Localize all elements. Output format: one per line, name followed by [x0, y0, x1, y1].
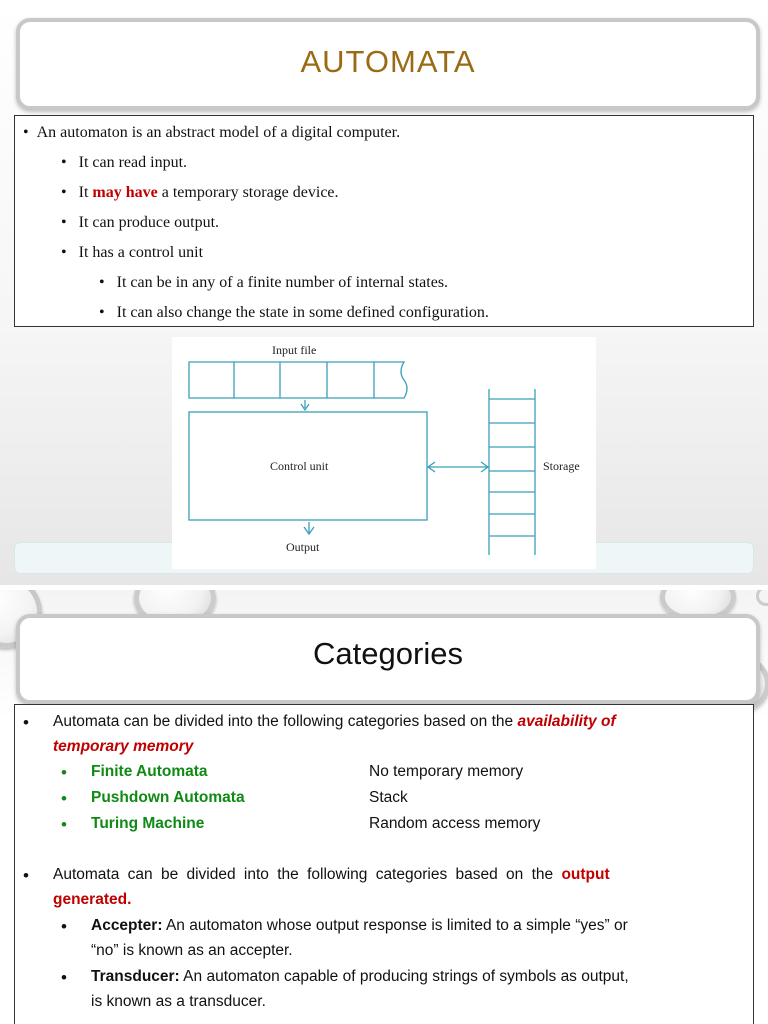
bullet-level2: • It may have a temporary storage device.: [61, 184, 339, 201]
automaton-diagram: [172, 337, 596, 569]
category-memory: No temporary memory: [369, 763, 524, 780]
term-label: Accepter:: [91, 917, 163, 934]
bullet-text: It can read input.: [78, 154, 188, 171]
down-arrow-icon: [301, 400, 309, 410]
content-box: [14, 115, 754, 327]
bullet-text: It: [78, 184, 93, 201]
bullet-level3: • It can be in any of a finite number of internal states.: [99, 274, 449, 291]
definition-line: [91, 942, 293, 960]
bullet-marker: •: [61, 815, 67, 834]
output-label: Output: [286, 540, 320, 554]
paragraph-text: Automata can be divided into the following categories based on the: [53, 713, 518, 730]
down-arrow-icon: [304, 522, 314, 534]
highlight-text: output: [561, 866, 610, 883]
paragraph-line: [53, 866, 610, 884]
bullet-marker: •: [61, 917, 67, 936]
bullet-text: It has a control unit: [78, 244, 204, 261]
definition-text: is known as a transducer.: [91, 993, 266, 1010]
bullet-marker: •: [23, 866, 29, 885]
bullet-text: It can produce output.: [78, 214, 220, 231]
definition-line: [91, 993, 266, 1011]
category-memory: Random access memory: [369, 815, 541, 832]
category-memory: Stack: [369, 789, 408, 806]
definition-text: An automaton capable of producing strings of symbols as output,: [179, 968, 629, 985]
input-file-label: Input file: [272, 343, 317, 357]
title-box: [16, 614, 760, 704]
highlight-text: temporary memory: [53, 738, 194, 755]
paragraph-line: [53, 738, 193, 756]
bullet-marker: •: [61, 789, 67, 808]
bullet-level1: • An automaton is an abstract model of a digital computer.: [23, 124, 401, 141]
highlight-text: generated.: [53, 891, 132, 908]
bullet-level2: • It has a control unit: [61, 244, 204, 261]
double-arrow-icon: [428, 462, 488, 472]
definition-text: “no” is known as an accepter.: [91, 942, 293, 959]
definition-line: [91, 968, 629, 986]
bubble-decoration: [756, 590, 768, 606]
bullet-marker: •: [23, 713, 29, 732]
bullet-marker: •: [61, 968, 67, 987]
bullet-text: It can also change the state in some defined configuration.: [116, 304, 489, 321]
definition-line: [91, 917, 628, 935]
slide-title: AUTOMATA: [300, 44, 476, 79]
bullet-level2: • It can produce output.: [61, 214, 220, 231]
category-name: Finite Automata: [91, 763, 208, 780]
category-name: Turing Machine: [91, 815, 205, 832]
diagram-svg: [172, 337, 596, 569]
term-label: Transducer:: [91, 968, 180, 985]
category-name: Pushdown Automata: [91, 789, 245, 806]
definition-text: An automaton whose output response is limited to a simple “yes” or: [162, 917, 628, 934]
storage-label: Storage: [543, 459, 580, 473]
slide-title: Categories: [313, 636, 463, 671]
paragraph-line: [53, 891, 131, 909]
bullet-text: a temporary storage device.: [157, 184, 339, 201]
control-unit-label: Control unit: [270, 459, 329, 473]
bullet-text: An automaton is an abstract model of a digital computer.: [36, 124, 401, 141]
paragraph-text: Automata can be divided into the following categories based on the: [53, 866, 562, 883]
title-box: [16, 18, 760, 110]
content-box: [14, 704, 754, 1024]
bullet-text: It can be in any of a finite number of internal states.: [116, 274, 449, 291]
slide-categories: [0, 590, 768, 1024]
bullet-level2: • It can read input.: [61, 154, 188, 171]
paragraph-line: [53, 713, 616, 731]
bullet-level3: • It can also change the state in some defined configuration.: [99, 304, 489, 321]
highlight-text: may have: [92, 184, 158, 201]
highlight-text: availability of: [517, 713, 616, 730]
bullet-marker: •: [61, 763, 67, 782]
